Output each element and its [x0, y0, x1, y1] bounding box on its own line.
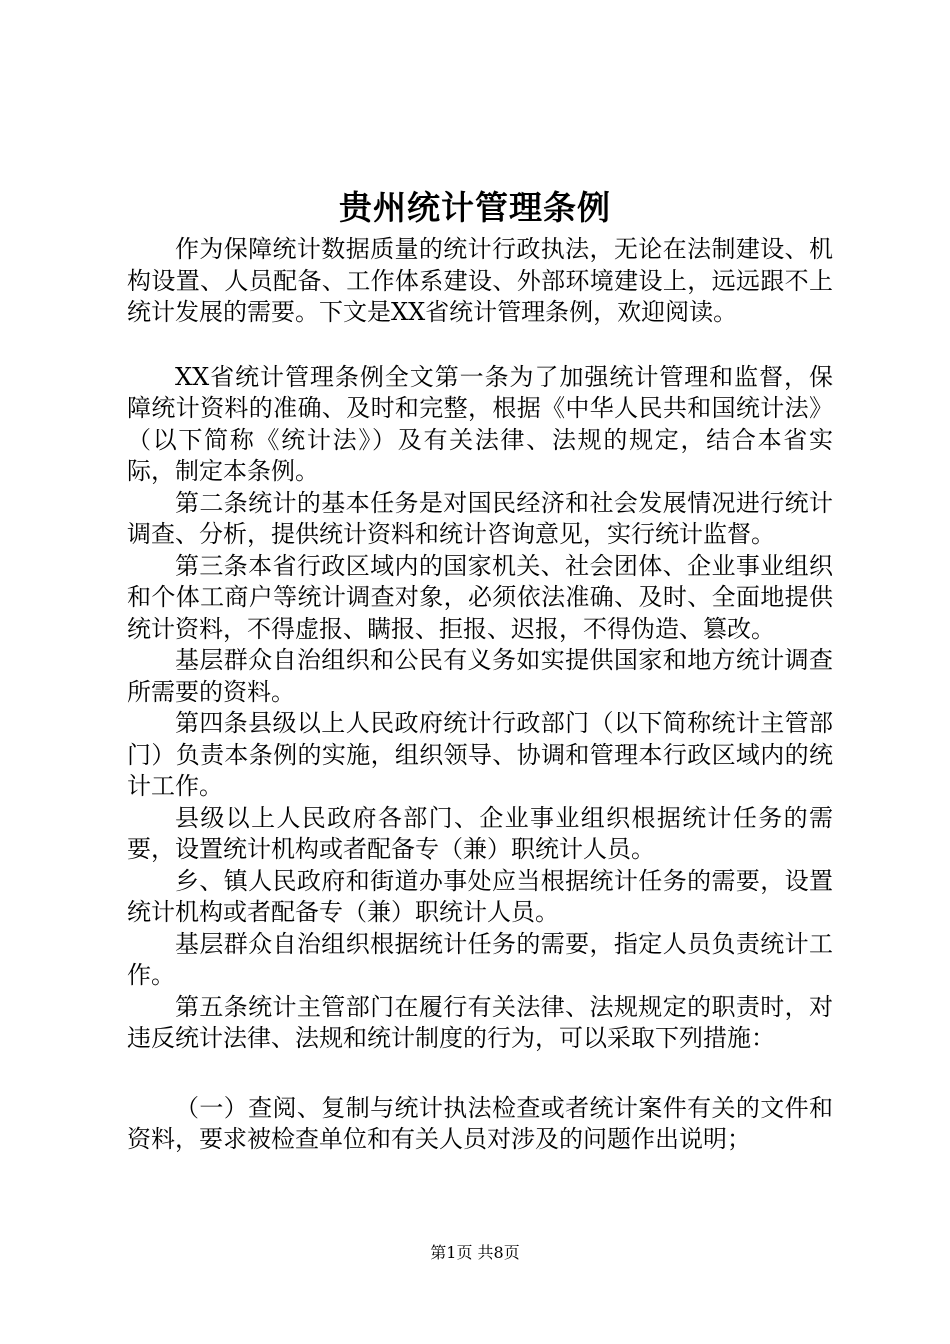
- document-body: [127, 234, 833, 1156]
- paragraph-article-3-sub: 基层群众自治组织和公民有义务如实提供国家和地方统计调查所需要的资料。: [127, 646, 833, 706]
- paragraph-article-4-sub-3: 基层群众自治组织根据统计任务的需要，指定人员负责统计工作。: [127, 929, 833, 989]
- page-number: 第1页 共8页: [430, 1243, 520, 1262]
- paragraph-article-5: 第五条统计主管部门在履行有关法律、法规规定的职责时，对违反统计法律、法规和统计制度的行为，可以采取下列措施：: [127, 992, 833, 1052]
- document-title: 贵州统计管理条例: [339, 188, 611, 227]
- paragraph-article-1: XX省统计管理条例全文第一条为了加强统计管理和监督，保障统计资料的准确、及时和完整，根据《中华人民共和国统计法》（以下简称《统计法》）及有关法律、法规的规定，结合本省实际，制定本条例。: [127, 362, 833, 485]
- paragraph-article-4-sub-1: 县级以上人民政府各部门、企业事业组织根据统计任务的需要，设置统计机构或者配备专（兼）职统计人员。: [127, 803, 833, 863]
- paragraph-article-4: 第四条县级以上人民政府统计行政部门（以下简称统计主管部门）负责本条例的实施，组织领导、协调和管理本行政区域内的统计工作。: [127, 709, 833, 800]
- paragraph-article-4-sub-2: 乡、镇人民政府和街道办事处应当根据统计任务的需要，设置统计机构或者配备专（兼）职统计人员。: [127, 866, 833, 926]
- paragraph-article-3: 第三条本省行政区域内的国家机关、社会团体、企业事业组织和个体工商户等统计调查对象，必须依法准确、及时、全面地提供统计资料，不得虚报、瞒报、拒报、迟报，不得伪造、篡改。: [127, 551, 833, 643]
- paragraph-article-5-item-1: （一）查阅、复制与统计执法检查或者统计案件有关的文件和资料，要求被检查单位和有关人员对涉及的问题作出说明；: [127, 1093, 833, 1153]
- paragraph-intro: 作为保障统计数据质量的统计行政执法，无论在法制建设、机构设置、人员配备、工作体系建设、外部环境建设上，远远跟不上统计发展的需要。下文是XX省统计管理条例，欢迎阅读。: [127, 235, 833, 326]
- paragraph-article-2: 第二条统计的基本任务是对国民经济和社会发展情况进行统计调查、分析，提供统计资料和统计咨询意见，实行统计监督。: [127, 488, 833, 548]
